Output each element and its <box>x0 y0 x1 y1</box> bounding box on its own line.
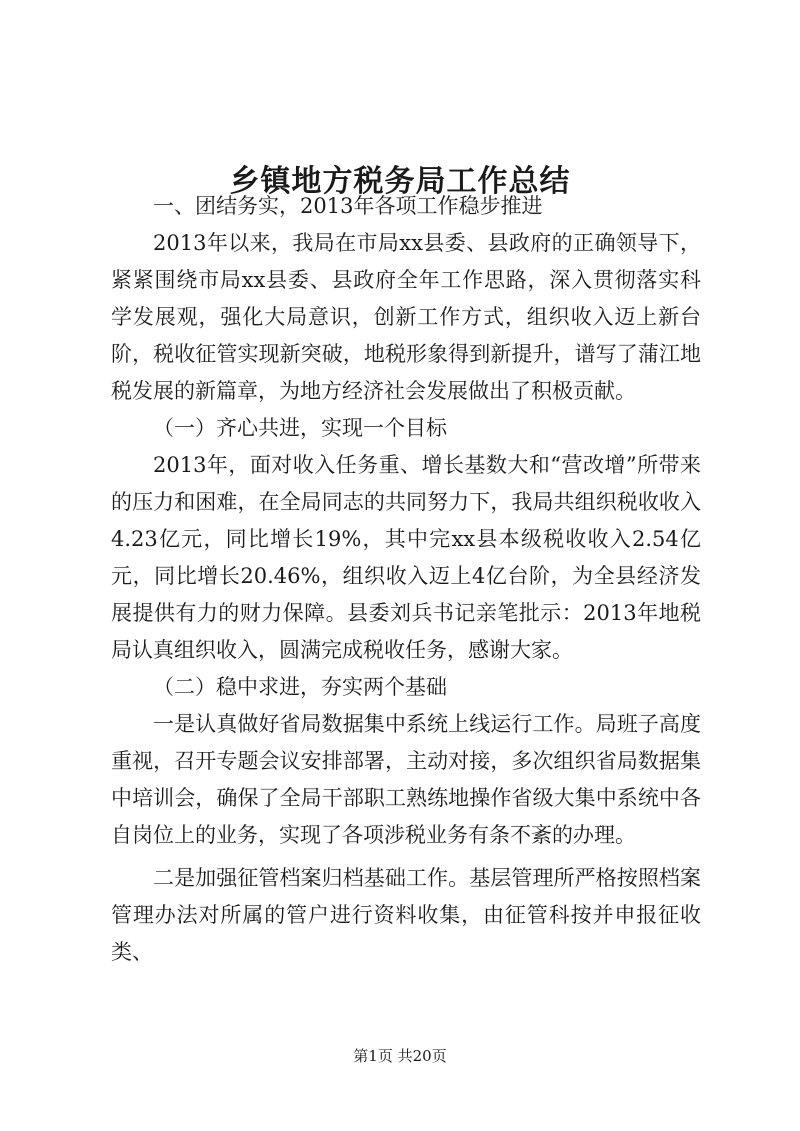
paragraph: 2013年以来，我局在市局xx县委、县政府的正确领导下，紧紧围绕市局xx县委、县政府全年工作思路，深入贯彻落实科学发展观，强化大局意识，创新工作方式，组织收入迈上新台阶，税收征管实现新突破，地税形象得到新提升，谱写了蒲江地税发展的新篇章，为地方经济社会发展做出了积极贡献。 <box>111 231 701 403</box>
document-title: 乡镇地方税务局工作总结 <box>229 164 571 200</box>
section-heading-1: 一、团结务实，2013年各项工作稳步推进 <box>153 194 543 218</box>
page-number-footer: 第1页 共20页 <box>353 1047 447 1065</box>
paragraph: 2013年，面对收入任务重、增长基数大和“营改增”所带来的压力和困难，在全局同志的共同努力下，我局共组织税收收入4.23亿元，同比增长19%，其中完xx县本级税收收入2.54亿元，同比增长20.46%，组织收入迈上4亿台阶，为全县经济发展提供有力的财力保障。县委刘兵书记亲笔批示：2013年地税局认真组织收入，圆满完成税收任务，感谢大家。 <box>111 453 701 662</box>
paragraph: 一是认真做好省局数据集中系统上线运行工作。局班子高度重视，召开专题会议安排部署，主动对接，多次组织省局数据集中培训会，确保了全局干部职工熟练地操作省级大集中系统中各自岗位上的业务，实现了各项涉税业务有条不紊的办理。 <box>111 712 701 847</box>
subsection-heading-1: （一）齐心共进，实现一个目标 <box>153 416 447 440</box>
paragraph: 二是加强征管档案归档基础工作。基层管理所严格按照档案管理办法对所属的管户进行资料收集，由征管科按并申报征收类、 <box>111 866 701 964</box>
document-body <box>111 188 701 971</box>
subsection-heading-2: （二）稳中求进，夯实两个基础 <box>153 675 447 699</box>
